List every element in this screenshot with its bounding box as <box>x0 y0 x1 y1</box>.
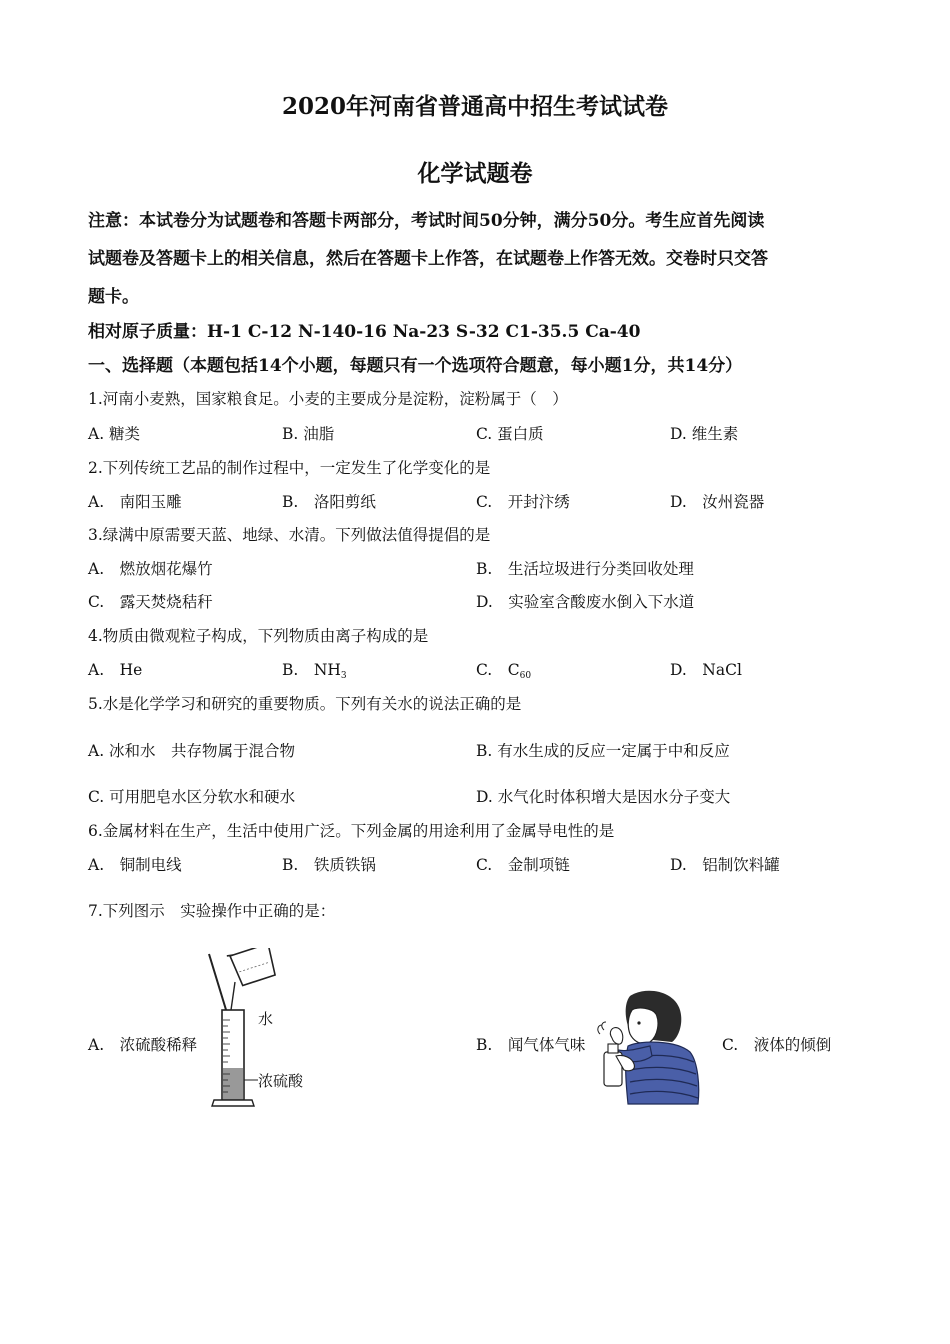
acid-liquid <box>223 1068 243 1099</box>
q4-option-c <box>476 658 531 681</box>
smell-gas-figure <box>590 988 705 1106</box>
question-1-stem: 1.河南小麦熟，国家粮食足。小麦的主要成分是淀粉，淀粉属于（ ） <box>88 390 568 408</box>
water-label: 水 <box>258 1010 274 1028</box>
q4-option-b-subscript: 3 <box>340 671 347 681</box>
q7-option-a: A. 浓硫酸稀释 <box>88 1036 198 1054</box>
exam-title: 2020年河南省普通高中招生考试试卷 <box>281 93 668 120</box>
q2-option-c: C. 开封汴绣 <box>476 493 570 511</box>
q7-option-b: B. 闻气体气味 <box>476 1036 586 1054</box>
q1-option-c: C. 蛋白质 <box>476 425 544 443</box>
q2-option-a: A. 南阳玉雕 <box>88 493 182 511</box>
q6-option-b: B. 铁质铁锅 <box>282 856 376 874</box>
q6-option-c: C. 金制项链 <box>476 856 570 874</box>
q7-option-c: C. 液体的倾倒 <box>722 1036 832 1054</box>
exam-subtitle: 化学试题卷 <box>417 160 533 187</box>
question-4-stem: 4.物质由微观粒子构成，下列物质由离子构成的是 <box>88 627 429 645</box>
q4-option-b-text: B. NH <box>282 661 341 679</box>
notice-line-1: 注意：本试卷分为试题卷和答题卡两部分，考试时间50分钟，满分50分。考生应首先阅读 <box>88 211 765 231</box>
atomic-mass-line: 相对原子质量：H-1 C-12 N-140-16 Na-23 S-32 C1-35.5 Ca-40 <box>88 322 641 342</box>
acid-dilution-figure <box>200 948 330 1113</box>
q5-option-d: D. 水气化时体积增大是因水分子变大 <box>476 788 731 806</box>
q3-option-a: A. 燃放烟花爆竹 <box>88 560 213 578</box>
acid-label: 浓硫酸 <box>258 1072 304 1090</box>
notice-line-3: 题卡。 <box>88 287 139 307</box>
q5-option-a: A. 冰和水 共存物属于混合物 <box>88 742 296 760</box>
q3-option-c: C. 露天焚烧秸秆 <box>88 593 213 611</box>
q2-option-b: B. 洛阳剪纸 <box>282 493 376 511</box>
question-6-stem: 6.金属材料在生产，生活中使用广泛。下列金属的用途利用了金属导电性的是 <box>88 822 615 840</box>
cylinder-base <box>212 1100 254 1106</box>
water-stream <box>231 982 235 1010</box>
q1-option-d: D. 维生素 <box>670 425 739 443</box>
q3-option-b: B. 生活垃圾进行分类回收处理 <box>476 560 694 578</box>
q2-option-d: D. 汝州瓷器 <box>670 493 765 511</box>
q1-option-b: B. 油脂 <box>282 425 335 443</box>
q4-option-c-text: C. C <box>476 661 520 679</box>
question-5-stem: 5.水是化学学习和研究的重要物质。下列有关水的说法正确的是 <box>88 695 522 713</box>
q4-option-b <box>282 658 347 681</box>
face <box>628 1008 658 1044</box>
q1-option-a: A. 糖类 <box>88 425 141 443</box>
question-7-stem: 7.下列图示 实验操作中正确的是： <box>88 902 336 920</box>
pouring-beaker <box>227 948 278 987</box>
q6-option-a: A. 铜制电线 <box>88 856 182 874</box>
q5-option-b: B. 有水生成的反应一定属于中和反应 <box>476 742 730 760</box>
question-3-stem: 3.绿满中原需要天蓝、地绿、水清。下列做法值得提倡的是 <box>88 526 491 544</box>
q4-option-c-subscript: 60 <box>519 671 532 681</box>
hand <box>610 1028 622 1044</box>
q5-option-c: C. 可用肥皂水区分软水和硬水 <box>88 788 296 806</box>
q4-option-d: D. NaCl <box>670 661 742 679</box>
q4-option-a: A. He <box>88 661 143 679</box>
question-2-stem: 2.下列传统工艺品的制作过程中，一定发生了化学变化的是 <box>88 459 491 477</box>
q6-option-d: D. 铝制饮料罐 <box>670 856 780 874</box>
section-heading: 一、选择题（本题包括14个小题，每题只有一个选项符合题意，每小题1分，共14分） <box>88 356 743 376</box>
q3-option-d: D. 实验室含酸废水倒入下水道 <box>476 593 695 611</box>
notice-line-2: 试题卷及答题卡上的相关信息，然后在答题卡上作答，在试题卷上作答无效。交卷时只交答 <box>88 249 768 269</box>
